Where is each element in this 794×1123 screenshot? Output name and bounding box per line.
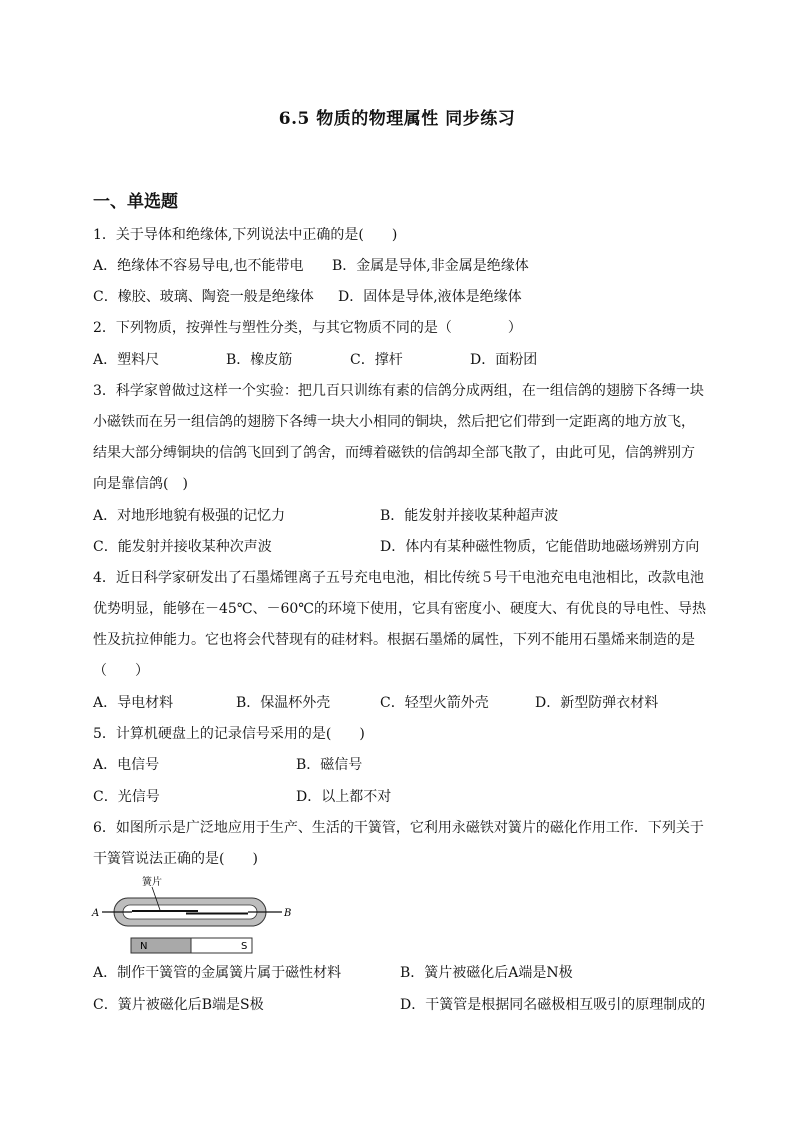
question-6-option-a: A．制作干簧管的金属簧片属于磁性材料 [93,965,342,981]
question-3-stem-line-3: 结果大部分缚铜块的信鸽飞回到了鸽舍，而缚着磁铁的信鸽却全部飞散了，由此可见，信鸽辨别方 [93,445,695,461]
question-4-stem-line-3: 性及抗拉伸能力。它也将会代替现有的硅材料。根据石墨烯的属性，下列不能用石墨烯来制造的是 [93,632,695,648]
question-6-option-b: B．簧片被磁化后A端是N极 [400,965,573,981]
question-2-option-d: D．面粉团 [470,352,538,368]
question-5-option-d: D．以上都不对 [296,789,392,805]
reed-switch-figure [90,874,300,956]
page-title: 6.5 物质的物理属性 同步练习 [278,109,516,129]
question-4-stem-line-4: （ ） [93,663,149,679]
question-3-option-c: C．能发射并接收某种次声波 [93,539,272,555]
question-4-option-a: A．导电材料 [93,695,174,711]
question-1-option-a: A．绝缘体不容易导电,也不能带电 [93,258,304,274]
question-6-option-c: C．簧片被磁化后B端是S极 [93,997,264,1013]
reed-label: 簧片 [142,877,162,888]
question-4-stem-line-2: 优势明显，能够在－45℃、－60℃的环境下使用，它具有密度小、硬度大、有优良的导电性、导热 [93,601,706,617]
question-6-stem-line-1: 6．如图所示是广泛地应用于生产、生活的干簧管，它利用永磁铁对簧片的磁化作用工作．下列关于 [93,820,704,836]
question-3-stem-line-2: 小磁铁而在另一组信鸽的翅膀下各缚一块大小相同的铜块，然后把它们带到一定距离的地方放飞， [93,414,695,430]
question-3-option-a: A．对地形地貌有极强的记忆力 [93,508,286,524]
question-2-option-b: B．橡皮筋 [226,352,293,368]
question-1-option-b: B．金属是导体,非金属是绝缘体 [332,258,529,274]
magnet-n-label: N [140,941,148,952]
question-3-option-d: D．体内有某种磁性物质，它能借助地磁场辨别方向 [380,539,700,555]
magnet-s-label: S [241,941,248,952]
question-5-option-a: A．电信号 [93,757,160,773]
question-4-option-d: D．新型防弹衣材料 [535,695,659,711]
question-4-option-b: B．保温杯外壳 [236,695,331,711]
question-1-option-c: C．橡胶、玻璃、陶瓷一般是绝缘体 [93,289,314,305]
question-5-option-b: B．磁信号 [296,757,363,773]
question-5-option-c: C．光信号 [93,789,160,805]
question-2-stem: 2．下列物质，按弹性与塑性分类，与其它物质不同的是（ ） [93,320,522,336]
question-1-option-d: D．固体是导体,液体是绝缘体 [338,289,522,305]
question-2-option-a: A．塑料尺 [93,352,160,368]
end-a-label: A [92,908,100,919]
end-b-label: B [284,908,292,919]
question-3-option-b: B．能发射并接收某种超声波 [380,508,559,524]
question-2-option-c: C．撑杆 [350,352,403,368]
question-1-stem: 1．关于导体和绝缘体,下列说法中正确的是( ) [93,227,398,243]
question-3-stem-line-4: 向是靠信鸽( ) [93,476,188,492]
question-3-stem-line-1: 3．科学家曾做过这样一个实验：把几百只训练有素的信鸽分成两组，在一组信鸽的翅膀下各缚一块 [93,383,704,399]
question-4-stem-line-1: 4．近日科学家研发出了石墨烯锂离子五号充电电池，相比传统５号干电池充电电池相比，改款电池 [93,570,704,586]
question-5-stem: 5．计算机硬盘上的记录信号采用的是( ) [93,726,365,742]
question-6-option-d: D．干簧管是根据同名磁极相互吸引的原理制成的 [400,997,706,1013]
question-6-stem-line-2: 干簧管说法正确的是( ) [93,851,258,867]
section-heading: 一、单选题 [93,192,178,212]
question-4-option-c: C．轻型火箭外壳 [380,695,489,711]
